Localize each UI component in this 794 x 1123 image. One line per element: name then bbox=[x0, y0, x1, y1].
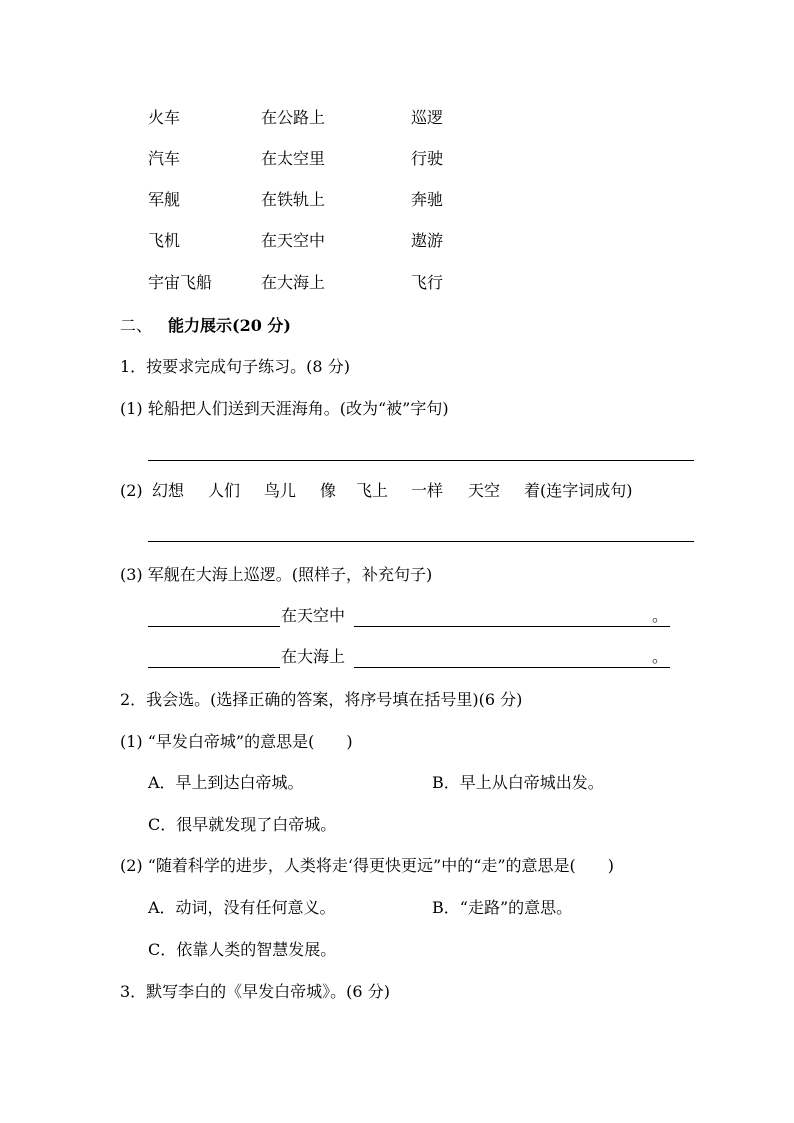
vehicle-item: 军舰 bbox=[148, 190, 181, 209]
question-2-sub-2: (2) “随着科学的进步，人类将走‘得更快更远”中的“走”的意思是( ) bbox=[120, 856, 615, 875]
question-1-title: 1．按要求完成句子练习。(8 分) bbox=[120, 357, 350, 376]
action-item: 奔驰 bbox=[411, 190, 444, 209]
vehicle-item: 飞机 bbox=[148, 231, 181, 250]
option-c[interactable]: C．依靠人类的智慧发展。 bbox=[148, 940, 337, 959]
blank-line[interactable] bbox=[354, 626, 670, 627]
place-item: 在公路上 bbox=[261, 108, 326, 127]
word-chip: 一样 bbox=[411, 481, 444, 500]
place-item: 在太空里 bbox=[261, 149, 326, 168]
blank-line[interactable] bbox=[354, 667, 670, 668]
question-2-title: 2．我会选。(选择正确的答案，将序号填在括号里)(6 分) bbox=[120, 690, 523, 709]
option-b[interactable]: B．“走路”的意思。 bbox=[432, 898, 573, 917]
word-chip: 鸟儿 bbox=[264, 481, 297, 500]
word-chip: 人们 bbox=[208, 481, 241, 500]
section-number: 二、 bbox=[120, 316, 153, 335]
question-2-sub-1: (1) “早发白帝城”的意思是( ) bbox=[120, 732, 353, 751]
action-item: 巡逻 bbox=[411, 108, 444, 127]
word-chip: 幻想 bbox=[152, 481, 185, 500]
fill-phrase: 在天空中 bbox=[281, 606, 346, 625]
answer-line[interactable] bbox=[148, 541, 694, 542]
question-1-sub-1: (1) 轮船把人们送到天涯海角。(改为“被”字句) bbox=[120, 399, 449, 418]
period-mark: 。 bbox=[652, 647, 669, 666]
blank-line[interactable] bbox=[148, 626, 280, 627]
place-item: 在铁轨上 bbox=[261, 190, 326, 209]
fill-phrase: 在大海上 bbox=[281, 647, 346, 666]
question-1-sub-2-instruction: 着(连字词成句) bbox=[524, 481, 633, 500]
vehicle-item: 汽车 bbox=[148, 149, 181, 168]
answer-line[interactable] bbox=[148, 460, 694, 461]
section-title: 能力展示(20 分) bbox=[168, 316, 291, 335]
word-chip: 像 bbox=[320, 481, 337, 500]
action-item: 行驶 bbox=[411, 149, 444, 168]
place-item: 在大海上 bbox=[261, 273, 326, 292]
place-item: 在天空中 bbox=[261, 231, 326, 250]
question-1-sub-3: (3) 军舰在大海上巡逻。(照样子，补充句子) bbox=[120, 565, 433, 584]
question-3-title: 3．默写李白的《早发白帝城》。(6 分) bbox=[120, 982, 390, 1001]
vehicle-item: 火车 bbox=[148, 108, 181, 127]
option-b[interactable]: B．早上从白帝城出发。 bbox=[432, 773, 604, 792]
word-chip: 飞上 bbox=[356, 481, 389, 500]
action-item: 遨游 bbox=[411, 231, 444, 250]
option-c[interactable]: C．很早就发现了白帝城。 bbox=[148, 815, 337, 834]
word-chip: 天空 bbox=[468, 481, 501, 500]
period-mark: 。 bbox=[652, 606, 669, 625]
option-a[interactable]: A．早上到达白帝城。 bbox=[148, 773, 304, 792]
vehicle-item: 宇宙飞船 bbox=[148, 273, 213, 292]
blank-line[interactable] bbox=[148, 667, 280, 668]
action-item: 飞行 bbox=[411, 273, 444, 292]
question-1-sub-2-number: (2) bbox=[120, 481, 143, 500]
option-a[interactable]: A．动词，没有任何意义。 bbox=[148, 898, 336, 917]
